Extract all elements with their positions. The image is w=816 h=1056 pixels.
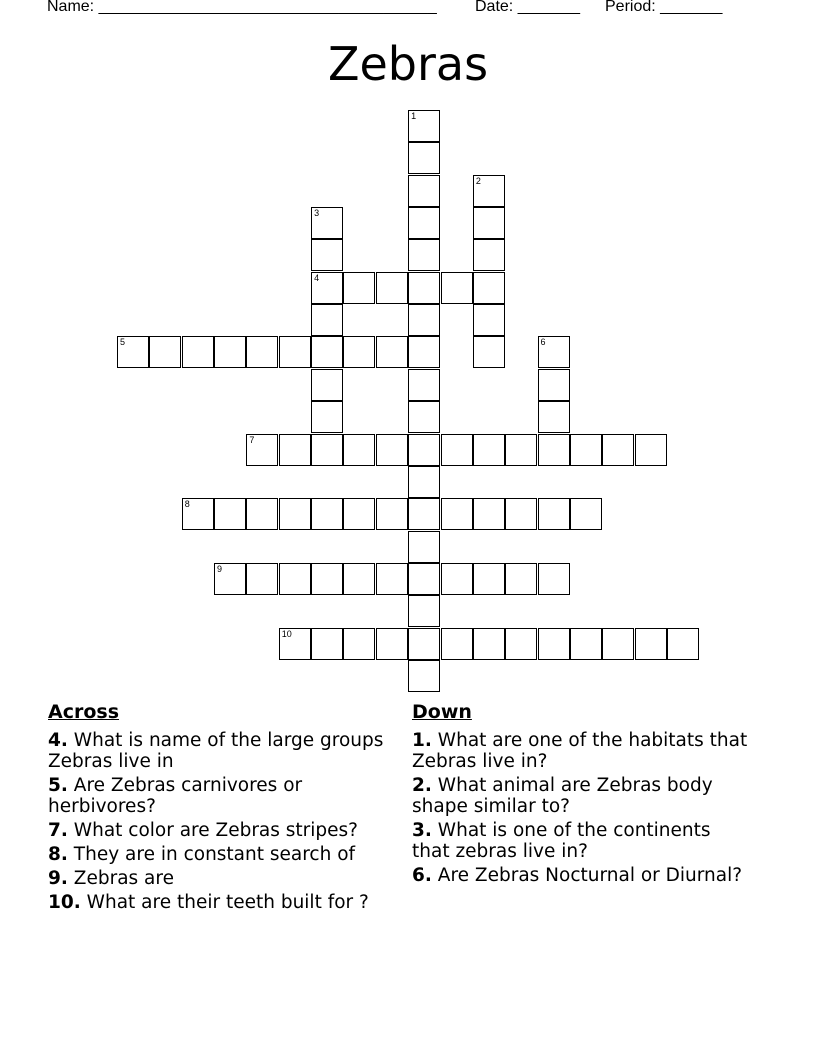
crossword-cell[interactable] — [182, 498, 214, 530]
cell-number: 3 — [314, 208, 320, 219]
clue-text: What color are Zebras stripes? — [73, 820, 358, 841]
crossword-cell[interactable] — [473, 628, 505, 660]
crossword-cell[interactable] — [376, 272, 408, 304]
crossword-cell[interactable] — [408, 660, 440, 692]
crossword-cell[interactable] — [538, 628, 570, 660]
crossword-cell[interactable] — [182, 336, 214, 368]
crossword-cell[interactable] — [311, 369, 343, 401]
crossword-cell[interactable] — [570, 628, 602, 660]
crossword-cell[interactable] — [376, 563, 408, 595]
crossword-cell[interactable] — [441, 434, 473, 466]
crossword-cell[interactable] — [376, 498, 408, 530]
crossword-cell[interactable] — [441, 628, 473, 660]
crossword-cell[interactable] — [343, 336, 375, 368]
crossword-cell[interactable] — [214, 498, 246, 530]
clue-text: What is one of the continents that zebras live in? — [412, 820, 711, 862]
crossword-cell[interactable] — [343, 272, 375, 304]
crossword-cell[interactable] — [505, 628, 537, 660]
crossword-cell[interactable] — [538, 369, 570, 401]
crossword-cell[interactable] — [538, 336, 570, 368]
crossword-cell[interactable] — [311, 628, 343, 660]
down-clue — [412, 820, 752, 862]
across-clue — [48, 775, 393, 817]
crossword-cell[interactable] — [505, 563, 537, 595]
crossword-cell[interactable] — [376, 628, 408, 660]
down-clues — [412, 700, 752, 889]
crossword-cell[interactable] — [246, 434, 278, 466]
crossword-cell[interactable] — [408, 595, 440, 627]
crossword-cell[interactable] — [279, 563, 311, 595]
crossword-cell[interactable] — [473, 498, 505, 530]
cell-number: 7 — [249, 434, 255, 445]
crossword-cell[interactable] — [343, 434, 375, 466]
crossword-cell[interactable] — [408, 175, 440, 207]
clue-text: Zebras are — [73, 868, 174, 889]
clue-number: 10. — [48, 892, 81, 913]
clue-number: 3. — [412, 820, 432, 841]
crossword-cell[interactable] — [279, 628, 311, 660]
crossword-cell[interactable] — [473, 272, 505, 304]
clue-number: 4. — [48, 730, 68, 751]
crossword-cell[interactable] — [570, 434, 602, 466]
clue-text: What animal are Zebras body shape similar to? — [412, 775, 713, 817]
across-clue — [48, 844, 393, 865]
crossword-cell[interactable] — [505, 434, 537, 466]
crossword-cell[interactable] — [408, 401, 440, 433]
crossword-cell[interactable] — [538, 498, 570, 530]
crossword-cell[interactable] — [214, 563, 246, 595]
crossword-cell[interactable] — [279, 498, 311, 530]
crossword-cell[interactable] — [311, 336, 343, 368]
crossword-cell[interactable] — [441, 498, 473, 530]
crossword-cell[interactable] — [441, 272, 473, 304]
across-clue — [48, 892, 393, 913]
across-clue — [48, 730, 393, 772]
crossword-cell[interactable] — [408, 563, 440, 595]
crossword-cell[interactable] — [538, 434, 570, 466]
clue-text: Are Zebras carnivores or herbivores? — [48, 775, 303, 817]
crossword-cell[interactable] — [149, 336, 181, 368]
crossword-cell[interactable] — [246, 563, 278, 595]
across-clues — [48, 700, 393, 916]
crossword-cell[interactable] — [408, 369, 440, 401]
crossword-cell[interactable] — [311, 498, 343, 530]
cell-number: 1 — [411, 111, 417, 121]
crossword-cell[interactable] — [473, 304, 505, 336]
cell-number: 4 — [314, 272, 320, 283]
crossword-cell[interactable] — [473, 175, 505, 207]
page-title: Zebras — [327, 37, 489, 91]
crossword-cell[interactable] — [279, 336, 311, 368]
clue-number: 6. — [412, 865, 432, 886]
crossword-cell[interactable] — [246, 498, 278, 530]
crossword-cell[interactable] — [279, 434, 311, 466]
crossword-cell[interactable] — [408, 531, 440, 563]
crossword-cell[interactable] — [311, 272, 343, 304]
cell-number: 2 — [475, 175, 481, 186]
crossword-cell[interactable] — [408, 272, 440, 304]
crossword-cell[interactable] — [117, 336, 149, 368]
crossword-cell[interactable] — [343, 563, 375, 595]
clue-number: 1. — [412, 730, 432, 751]
crossword-cell[interactable] — [246, 336, 278, 368]
cell-number: 10 — [281, 628, 292, 639]
crossword-cell[interactable] — [538, 401, 570, 433]
crossword-cell[interactable] — [343, 628, 375, 660]
clue-number: 5. — [48, 775, 68, 796]
crossword-cell[interactable] — [376, 336, 408, 368]
down-clue — [412, 730, 752, 772]
crossword-cell[interactable] — [311, 304, 343, 336]
crossword-cell[interactable] — [473, 207, 505, 239]
down-clue — [412, 865, 752, 886]
crossword-cell[interactable] — [635, 434, 667, 466]
name-field-label[interactable]: Name: ______________________________________ — [47, 0, 437, 15]
crossword-cell[interactable] — [408, 304, 440, 336]
crossword-cell[interactable] — [408, 498, 440, 530]
crossword-cell[interactable] — [408, 628, 440, 660]
crossword-cell[interactable] — [311, 563, 343, 595]
crossword-cell[interactable] — [311, 239, 343, 271]
crossword-cell[interactable] — [408, 466, 440, 498]
clue-text: What are their teeth built for ? — [86, 892, 369, 913]
crossword-cell[interactable] — [473, 336, 505, 368]
clue-number: 7. — [48, 820, 68, 841]
crossword-cell[interactable] — [214, 336, 246, 368]
clue-text: They are in constant search of — [73, 844, 356, 865]
crossword-cell[interactable] — [408, 142, 440, 174]
cell-number: 9 — [217, 563, 223, 574]
crossword-cell[interactable] — [408, 336, 440, 368]
crossword-cell[interactable] — [408, 239, 440, 271]
crossword-cell[interactable] — [343, 498, 375, 530]
cell-number: 5 — [120, 337, 126, 348]
across-clue — [48, 820, 393, 841]
period-field-label[interactable]: Period: _______ — [605, 0, 723, 15]
crossword-cell[interactable] — [473, 434, 505, 466]
crossword-cell[interactable] — [408, 110, 440, 142]
crossword-cell[interactable] — [602, 434, 634, 466]
crossword-cell[interactable] — [408, 434, 440, 466]
crossword-cell[interactable] — [635, 628, 667, 660]
crossword-cell[interactable] — [441, 563, 473, 595]
cell-number: 8 — [184, 499, 190, 510]
clue-number: 2. — [412, 775, 432, 796]
crossword-cell[interactable] — [538, 563, 570, 595]
crossword-cell[interactable] — [667, 628, 699, 660]
clue-number: 9. — [48, 868, 68, 889]
crossword-cell[interactable] — [505, 498, 537, 530]
crossword-cell[interactable] — [311, 401, 343, 433]
clue-text: Are Zebras Nocturnal or Diurnal? — [437, 865, 743, 886]
crossword-cell[interactable] — [570, 498, 602, 530]
crossword-cell[interactable] — [473, 239, 505, 271]
date-field-label[interactable]: Date: _______ — [475, 0, 580, 15]
down-clue — [412, 775, 752, 817]
crossword-cell[interactable] — [408, 207, 440, 239]
crossword-cell[interactable] — [473, 563, 505, 595]
across-heading: Across — [48, 701, 120, 723]
clue-text: What is name of the large groups Zebras live in — [48, 730, 384, 772]
crossword-cell[interactable] — [311, 207, 343, 239]
crossword-cell[interactable] — [311, 434, 343, 466]
clue-text: What are one of the habitats that Zebras live in? — [412, 730, 748, 772]
clue-number: 8. — [48, 844, 68, 865]
down-heading: Down — [412, 701, 472, 723]
crossword-cell[interactable] — [602, 628, 634, 660]
across-clue — [48, 868, 393, 889]
cell-number: 6 — [540, 337, 546, 348]
crossword-cell[interactable] — [376, 434, 408, 466]
